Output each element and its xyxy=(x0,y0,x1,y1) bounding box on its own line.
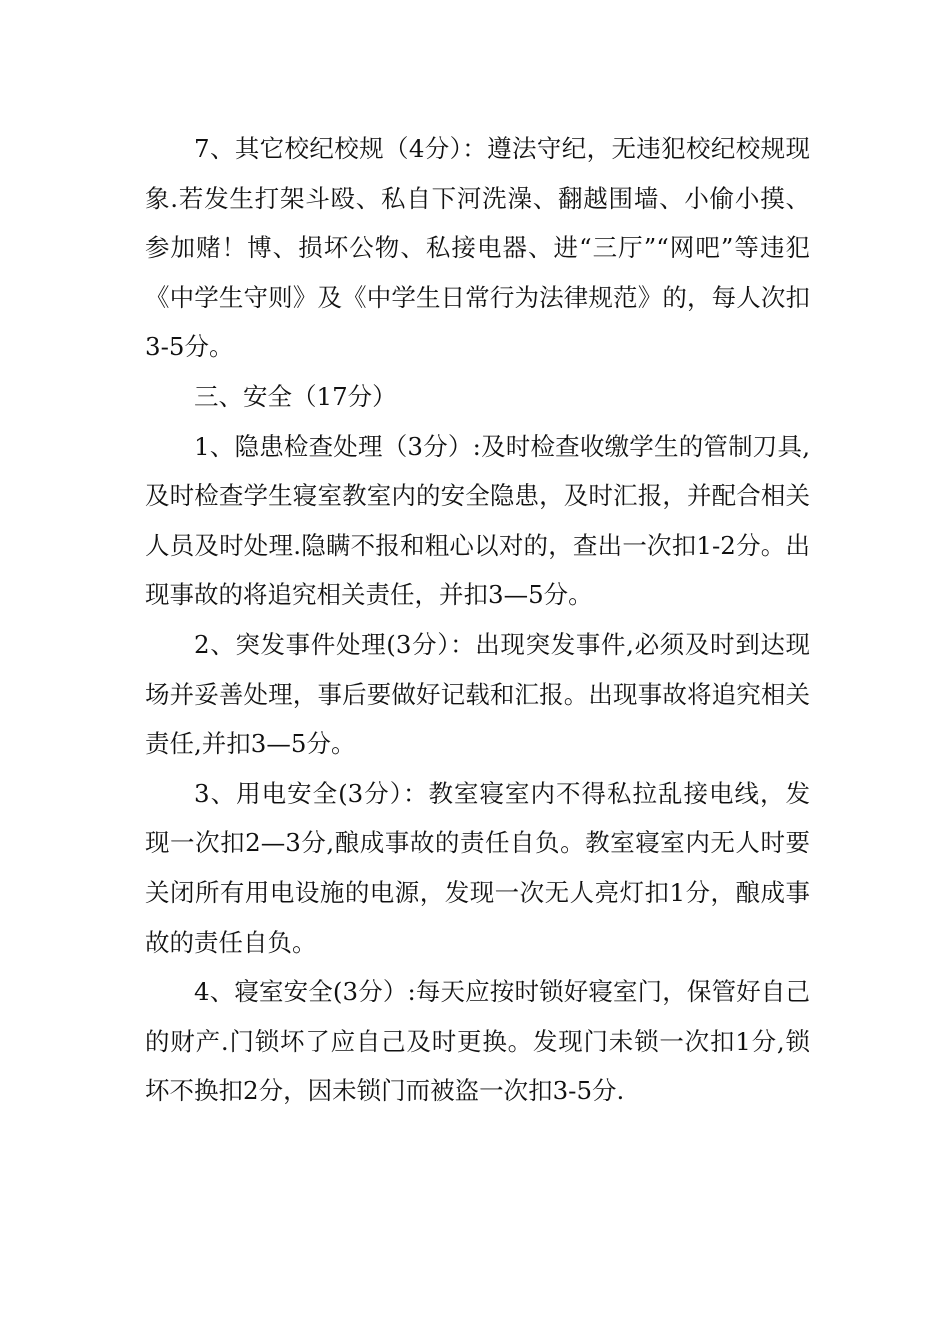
paragraph-emergency-handling: 2、突发事件处理(3分）：出现突发事件,必须及时到达现场并妥善处理，事后要做好记载和汇报。出现事故将追究相关责任,并扣3—5分。 xyxy=(145,629,810,759)
paragraph-hazard-inspection: 1、隐患检查处理（3分）:及时检查收缴学生的管制刀具,及时检查学生寝室教室内的安全隐患，及时汇报，并配合相关人员及时处理.隐瞒不报和粗心以对的，查出一次扣1-2分。出现事故的将追究相关责任，并扣3—5分。 xyxy=(145,431,810,610)
paragraph-electrical-safety: 3、用电安全(3分）：教室寝室内不得私拉乱接电线，发现一次扣2—3分,酿成事故的责任自负。教室寝室内无人时要关闭所有用电设施的电源，发现一次无人亮灯扣1分，酿成事故的责任自负。 xyxy=(145,778,810,957)
paragraph-dorm-safety: 4、寝室安全(3分）:每天应按时锁好寝室门，保管好自己的财产.门锁坏了应自己及时更换。发现门未锁一次扣1分,锁坏不换扣2分，因未锁门而被盗一次扣3-5分. xyxy=(145,977,810,1106)
section-heading-safety: 三、安全（17分） xyxy=(194,381,397,411)
document-page xyxy=(145,124,810,1116)
paragraph-school-rules: 7、其它校纪校规（4分）：遵法守纪，无违犯校纪校规现象.若发生打架斗殴、私自下河洗澡、翻越围墙、小偷小摸、参加赌！博、损坏公物、私接电器、进“三厅”“网吧”等违犯《中学生守则》及《中学生日常行为法律规范》的，每人次扣3-5分。 xyxy=(145,134,810,362)
